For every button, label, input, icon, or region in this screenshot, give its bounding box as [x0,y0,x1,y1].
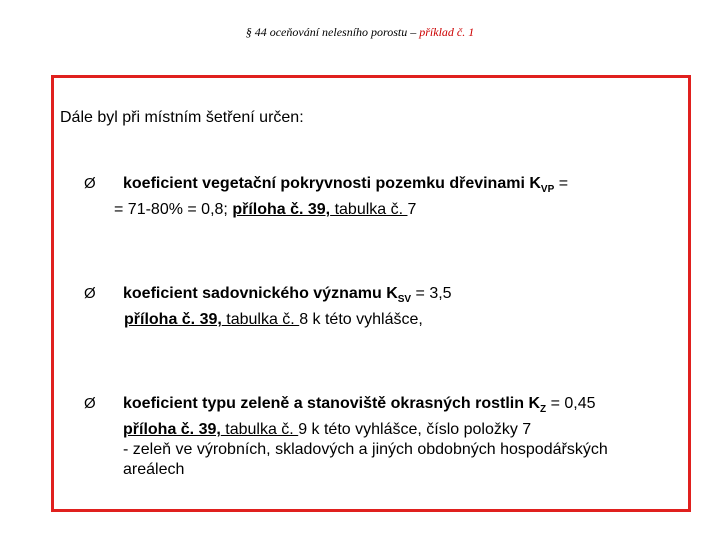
item-text: koeficient typu zeleně a stanoviště okrasných rostlin K [123,395,541,412]
page-header [0,25,720,40]
item-ref-appendix: příloha č. 39, [124,311,222,329]
arrow-bullet-icon: Ø [84,175,96,192]
arrow-bullet-icon: Ø [84,285,96,302]
header-highlight: příklad č. 1 [419,25,475,39]
item-ref-number: 9 k této vyhlášce, číslo položky 7 [298,421,532,439]
item-value: = 0,45 [546,395,596,412]
list-item [84,284,452,330]
item-detail: areálech [123,461,185,479]
item-subscript: VP [540,184,555,196]
item-ref-table: tabulka č. [330,201,408,219]
item-ref-table: tabulka č. [221,311,300,329]
item-ref-appendix: příloha č. 39, [232,201,331,219]
content-frame [51,75,691,512]
intro-text: Dále byl při místním šetření určen: [60,109,304,126]
item-ref-number: 8 k této vyhlášce, [299,311,423,329]
item-subscript: Z [540,404,547,416]
item-value: = 3,5 [411,285,452,302]
header-title: § 44 oceňování nelesního porostu – [245,25,420,39]
list-item [84,174,568,220]
list-item [84,394,608,480]
arrow-bullet-icon: Ø [84,395,96,412]
item-text: koeficient vegetační pokryvnosti pozemku dřevinami K [123,175,541,192]
item-value-line: = 71-80% = 0,8; [114,201,233,219]
item-detail: - zeleň ve výrobních, skladových a jiných obdobných hospodářských [123,441,608,459]
item-ref-number: 7 [407,201,417,219]
item-ref-table: tabulka č. [220,421,299,439]
item-subscript: SV [397,294,412,306]
item-text: koeficient sadovnického významu K [123,285,398,302]
item-ref-appendix: příloha č. 39, [123,421,221,439]
item-value: = [554,175,569,192]
